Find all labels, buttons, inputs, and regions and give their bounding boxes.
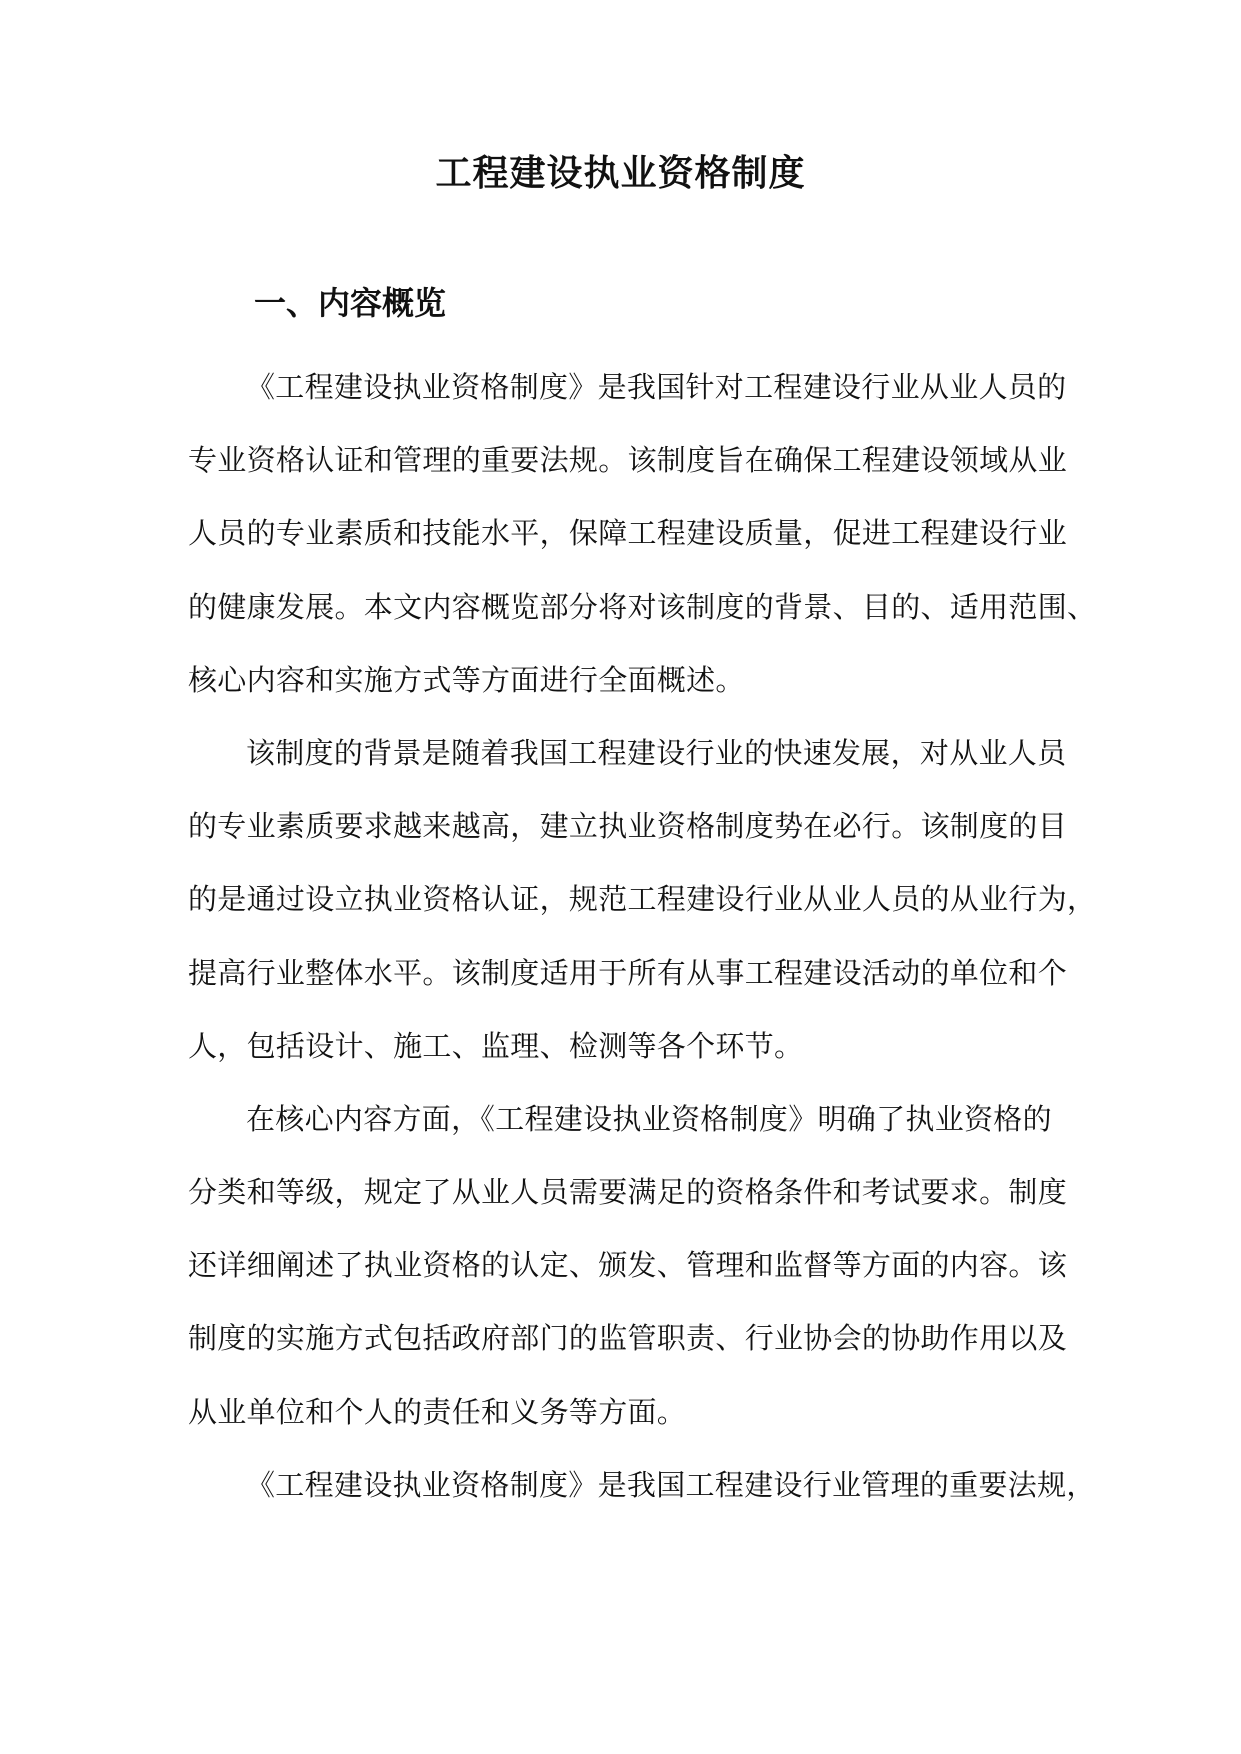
paragraph-line: 的专业素质要求越来越高，建立执业资格制度势在必行。该制度的目	[188, 809, 1068, 844]
paragraph-line: 在核心内容方面，《工程建设执业资格制度》明确了执业资格的	[246, 1101, 1052, 1136]
paragraph-line: 《工程建设执业资格制度》是我国针对工程建设行业从业人员的	[246, 370, 1067, 404]
paragraph-line: 核心内容和实施方式等方面进行全面概述。	[188, 662, 745, 697]
paragraph-line: 分类和等级，规定了从业人员需要满足的资格条件和考试要求。制度	[188, 1175, 1068, 1210]
paragraph-line: 的健康发展。本文内容概览部分将对该制度的背景、目的、适用范围、	[188, 589, 1097, 624]
paragraph-line: 专业资格认证和管理的重要法规。该制度旨在确保工程建设领域从业	[188, 443, 1068, 478]
paragraph-line: 制度的实施方式包括政府部门的监管职责、行业协会的协助作用以及	[188, 1321, 1068, 1356]
paragraph-line: 还详细阐述了执业资格的认定、颁发、管理和监督等方面的内容。该	[188, 1248, 1068, 1283]
paragraph-line: 《工程建设执业资格制度》是我国工程建设行业管理的重要法规，	[246, 1467, 1096, 1502]
paragraph-line: 提高行业整体水平。该制度适用于所有从事工程建设活动的单位和个	[188, 955, 1068, 990]
paragraph-line: 人员的专业素质和技能水平，保障工程建设质量，促进工程建设行业	[188, 516, 1068, 551]
paragraph-line: 人，包括设计、施工、监理、检测等各个环节。	[188, 1028, 804, 1063]
paragraph-line: 从业单位和个人的责任和义务等方面。	[188, 1394, 687, 1429]
paragraph-line: 的是通过设立执业资格认证，规范工程建设行业从业人员的从业行为，	[188, 882, 1097, 917]
document-title: 工程建设执业资格制度	[435, 152, 806, 194]
document-body	[188, 362, 1097, 1533]
paragraph-line: 该制度的背景是随着我国工程建设行业的快速发展，对从业人员	[246, 735, 1067, 770]
section-heading: 一、内容概览	[254, 284, 447, 322]
